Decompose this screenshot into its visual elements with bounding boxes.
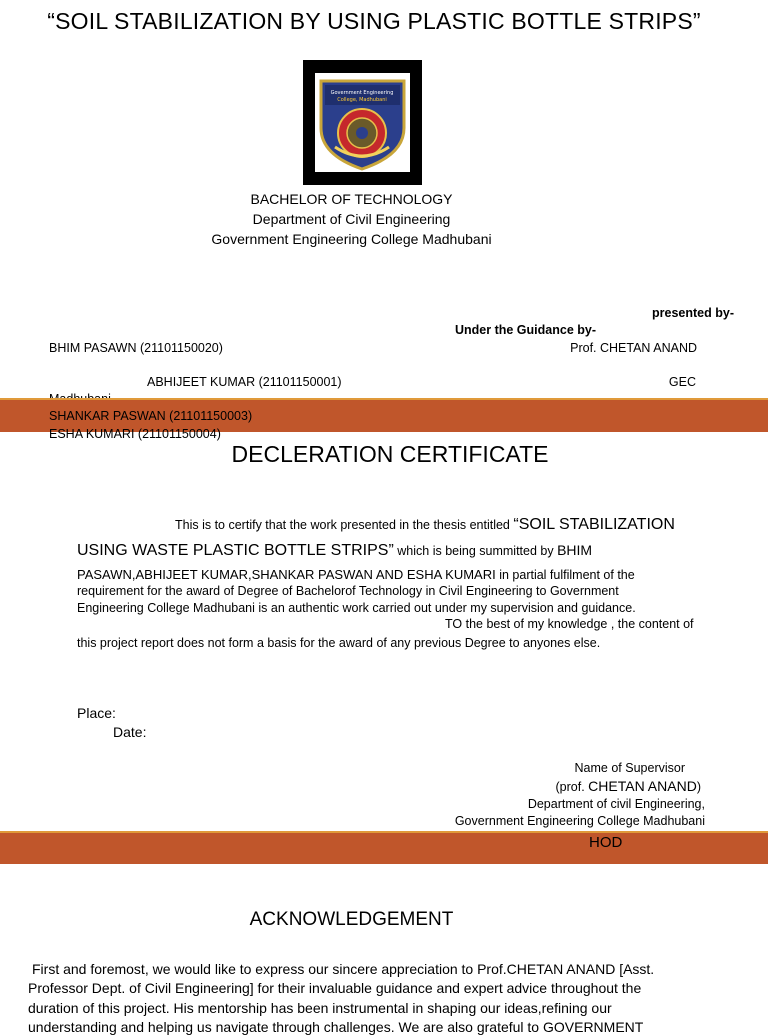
place-label: Place: (77, 705, 116, 721)
declaration-intro: This is to certify that the work presented in the thesis entitled (175, 518, 514, 532)
declaration-line-6: TO the best of my knowledge , the content of (445, 617, 694, 631)
supervisor-dept: Department of civil Engineering, (527, 797, 705, 811)
declaration-line-3 (77, 566, 712, 584)
student-4-clipped (49, 426, 349, 441)
declaration-names: PASAWN,ABHIJEET KUMAR,SHANKAR PASWAN AND ESHA KUMARI (77, 567, 496, 582)
declaration-line-1 (175, 516, 735, 534)
ack-line-1: First and foremost, we would like to express our sincere appreciation to Prof.CHETAN ANAND [Asst. (32, 961, 655, 977)
supervisor-prefix: (prof. (555, 780, 589, 794)
student-2: ABHIJEET KUMAR (21101150001) (147, 375, 342, 389)
declaration-line-5: Engineering College Madhubani is an authentic work carried out under my supervision and guidance. (77, 601, 636, 615)
declaration-title-b: USING WASTE PLASTIC BOTTLE STRIPS” (77, 542, 394, 559)
declaration-line-7: this project report does not form a basis for the award of any previous Degree to anyones else. (77, 636, 601, 650)
logo-text-line1: Government Engineering (330, 90, 394, 96)
supervisor-label: Name of Supervisor (574, 761, 685, 775)
ack-line-2: Professor Dept. of Civil Engineering] for their invaluable guidance and expert advice throughout the (28, 980, 642, 996)
student-4: ESHA KUMARI (21101150004) (49, 427, 221, 441)
declaration-line-2 (77, 542, 712, 560)
supervisor-suffix: ) (696, 780, 701, 794)
declaration-title-a: “SOIL STABILIZATION (513, 516, 675, 533)
guide-org: GEC (668, 375, 696, 389)
college-logo (303, 60, 422, 185)
guide-name: Prof. CHETAN ANAND (570, 341, 697, 355)
acknowledgement-heading: ACKNOWLEDGEMENT (249, 909, 454, 930)
page-divider-band-2 (0, 833, 768, 864)
declaration-heading: DECLERATION CERTIFICATE (231, 441, 549, 467)
thesis-title: “SOIL STABILIZATION BY USING PLASTIC BOTTLE STRIPS” (47, 8, 701, 34)
student-1: BHIM PASAWN (21101150020) (49, 341, 223, 355)
ack-line-4: understanding and helping us navigate through challenges. We are also grateful to GOVERNMENT (28, 1019, 644, 1035)
logo-text-line2: College, Madhubani (337, 97, 387, 103)
ack-line-3: duration of this project. His mentorship has been instrumental in shaping our ideas,refining our (28, 1000, 612, 1016)
college-line: Government Engineering College Madhubani (211, 231, 492, 247)
supervisor-college: Government Engineering College Madhubani (454, 814, 705, 828)
student-3: SHANKAR PASWAN (21101150003) (49, 409, 253, 423)
declaration-name-a: BHIM (557, 542, 593, 558)
degree-line: BACHELOR OF TECHNOLOGY (250, 191, 453, 207)
logo-background (315, 73, 410, 172)
presented-by-label: presented by- (652, 306, 734, 320)
supervisor-name: CHETAN ANAND (588, 778, 697, 794)
shield-emblem-icon (315, 73, 410, 172)
declaration-mid: which is being summitted by (393, 544, 558, 558)
declaration-line-4: requirement for the award of Degree of Bachelorof Technology in Civil Engineering to Government (77, 584, 619, 598)
title-page (0, 0, 768, 432)
guidance-label: Under the Guidance by- (455, 323, 596, 337)
date-label: Date: (113, 724, 147, 740)
declaration-line3b: in partial fulfilment of the (495, 568, 635, 582)
supervisor-name-line (556, 778, 701, 794)
department-line: Department of Civil Engineering (252, 211, 451, 227)
hod-label: HOD (589, 834, 623, 851)
